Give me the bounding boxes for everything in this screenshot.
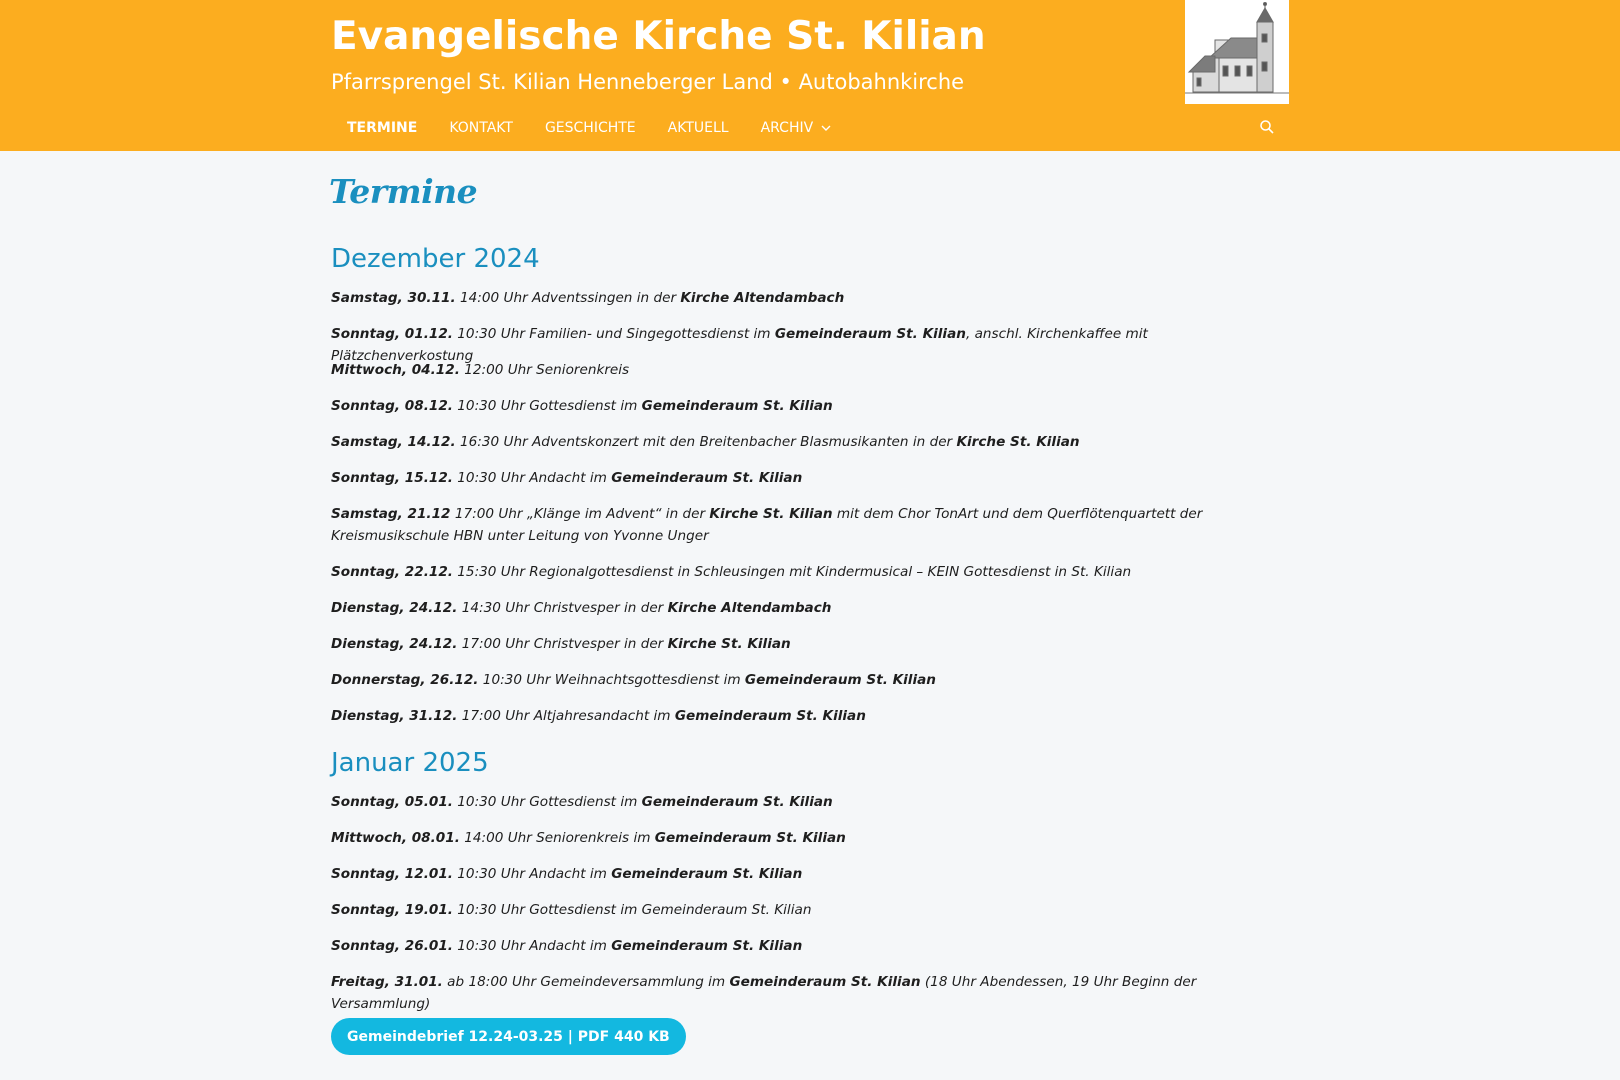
entry-text: 14:00 Uhr Adventssingen in der: [455, 290, 681, 306]
list-item: [331, 360, 1291, 382]
entry-text: 17:00 Uhr Altjahresandacht im: [457, 708, 675, 724]
entry-place: Kirche St. Kilian: [956, 434, 1080, 450]
entry-text: 10:30 Uhr Andacht im: [452, 470, 612, 486]
entry-place: Gemeinderaum St. Kilian: [611, 470, 803, 486]
site-header: [0, 0, 1620, 151]
entry-date: Dienstag, 31.12.: [331, 708, 458, 724]
entry-place: Gemeinderaum St. Kilian: [654, 830, 846, 846]
list-item: [331, 936, 1291, 958]
list-item: [331, 598, 1291, 620]
entry-text: 10:30 Uhr Weihnachtsgottesdienst im: [478, 672, 745, 688]
month-heading: Dezember 2024: [331, 244, 540, 274]
entry-text: 14:30 Uhr Christvesper in der: [457, 600, 668, 616]
site-subtitle: Pfarrsprengel St. Kilian Henneberger Land • Autobahnkirche: [331, 70, 965, 94]
entry-date: Sonntag, 08.12.: [331, 398, 453, 414]
entry-extra: mit dem Chor TonArt und dem Querflötenquartett der Kreismusikschule HBN unter Leitung von Yvonne Unger: [331, 506, 1203, 544]
entry-date: Dienstag, 24.12.: [331, 636, 458, 652]
entry-extra: (18 Uhr Abendessen, 19 Uhr Beginn der Versammlung): [331, 974, 1197, 1012]
list-item: [331, 288, 1291, 310]
main-nav: [331, 110, 847, 146]
page-title: Termine: [329, 172, 478, 211]
list-item: [331, 828, 1291, 850]
entry-place: Gemeinderaum St. Kilian: [611, 938, 803, 954]
entry-text: 15:30 Uhr Regionalgottesdienst in Schleusingen mit Kindermusical – KEIN Gottesdienst in St. Kilian: [452, 564, 1132, 580]
site-title[interactable]: Evangelische Kirche St. Kilian: [331, 14, 986, 59]
entry-place: Kirche Altendambach: [680, 290, 845, 306]
entry-place: Kirche St. Kilian: [667, 636, 791, 652]
list-item: [331, 864, 1291, 886]
nav-item-geschichte[interactable]: [529, 120, 652, 136]
entry-date: Freitag, 31.01.: [331, 974, 443, 990]
entry-place: Kirche Altendambach: [667, 600, 832, 616]
list-item: [331, 972, 1291, 1015]
list-item: [331, 504, 1291, 547]
entry-date: Mittwoch, 08.01.: [331, 830, 460, 846]
church-drawing-icon[interactable]: [1185, 0, 1289, 104]
entry-date: Samstag, 21.12: [331, 506, 451, 522]
entry-place: Gemeinderaum St. Kilian: [641, 794, 833, 810]
nav-item-label: GESCHICHTE: [544, 120, 636, 136]
nav-item-termine[interactable]: [331, 120, 433, 136]
list-item: [331, 396, 1291, 418]
entry-date: Sonntag, 19.01.: [331, 902, 453, 918]
entry-place: Gemeinderaum St. Kilian: [611, 866, 803, 882]
entry-date: Sonntag, 26.01.: [331, 938, 453, 954]
list-item: [331, 432, 1291, 454]
entry-date: Sonntag, 01.12.: [331, 326, 453, 342]
list-item: [331, 670, 1291, 692]
nav-item-archiv[interactable]: [745, 120, 848, 136]
entry-place: Gemeinderaum St. Kilian: [774, 326, 966, 342]
entry-text: 10:30 Uhr Andacht im: [452, 938, 612, 954]
month-heading: Januar 2025: [331, 748, 489, 778]
entry-date: Samstag, 30.11.: [331, 290, 456, 306]
nav-item-label: TERMINE: [347, 120, 418, 136]
entry-text: 14:00 Uhr Seniorenkreis im: [459, 830, 655, 846]
entry-date: Donnerstag, 26.12.: [331, 672, 479, 688]
nav-item-kontakt[interactable]: [433, 120, 529, 136]
nav-item-aktuell[interactable]: [652, 120, 745, 136]
entry-place: Gemeinderaum St. Kilian: [729, 974, 921, 990]
entry-date: Samstag, 14.12.: [331, 434, 456, 450]
list-item: [331, 468, 1291, 490]
nav-item-label: AKTUELL: [667, 120, 729, 136]
pdf-download-button[interactable]: Gemeindebrief 12.24-03.25 | PDF 440 KB: [331, 1018, 686, 1055]
entry-place: Gemeinderaum St. Kilian: [641, 398, 833, 414]
nav-item-label: KONTAKT: [449, 120, 513, 136]
list-item: [331, 706, 1291, 728]
list-item: [331, 900, 1291, 922]
entry-place: Kirche St. Kilian: [709, 506, 833, 522]
entry-place: Gemeinderaum St. Kilian: [744, 672, 936, 688]
entry-date: Mittwoch, 04.12.: [331, 362, 460, 378]
list-item: [331, 792, 1291, 814]
entry-text: 10:30 Uhr Familien- und Singegottesdienst im: [452, 326, 775, 342]
entry-date: Sonntag, 15.12.: [331, 470, 453, 486]
entry-text: 10:30 Uhr Gottesdienst im: [452, 794, 642, 810]
entry-text: 10:30 Uhr Gottesdienst im Gemeinderaum St. Kilian: [452, 902, 812, 918]
entry-text: 10:30 Uhr Andacht im: [452, 866, 612, 882]
list-item: [331, 562, 1291, 584]
search-icon[interactable]: [1259, 119, 1275, 135]
entry-text: 12:00 Uhr Seniorenkreis: [459, 362, 630, 378]
chevron-down-icon: [821, 120, 831, 136]
entry-date: Sonntag, 05.01.: [331, 794, 453, 810]
entry-text: ab 18:00 Uhr Gemeindeversammlung im: [442, 974, 730, 990]
nav-item-label: ARCHIV: [760, 120, 814, 136]
list-item: [331, 634, 1291, 656]
entry-date: Dienstag, 24.12.: [331, 600, 458, 616]
entry-extra: , anschl. Kirchenkaffee mit Plätzchenverkostung: [331, 326, 1148, 364]
entry-text: 16:30 Uhr Adventskonzert mit den Breitenbacher Blasmusikanten in der: [455, 434, 957, 450]
entry-text: 10:30 Uhr Gottesdienst im: [452, 398, 642, 414]
entry-text: 17:00 Uhr „Klänge im Advent“ in der: [450, 506, 710, 522]
entry-date: Sonntag, 22.12.: [331, 564, 453, 580]
entry-date: Sonntag, 12.01.: [331, 866, 453, 882]
entry-place: Gemeinderaum St. Kilian: [674, 708, 866, 724]
entry-text: 17:00 Uhr Christvesper in der: [457, 636, 668, 652]
